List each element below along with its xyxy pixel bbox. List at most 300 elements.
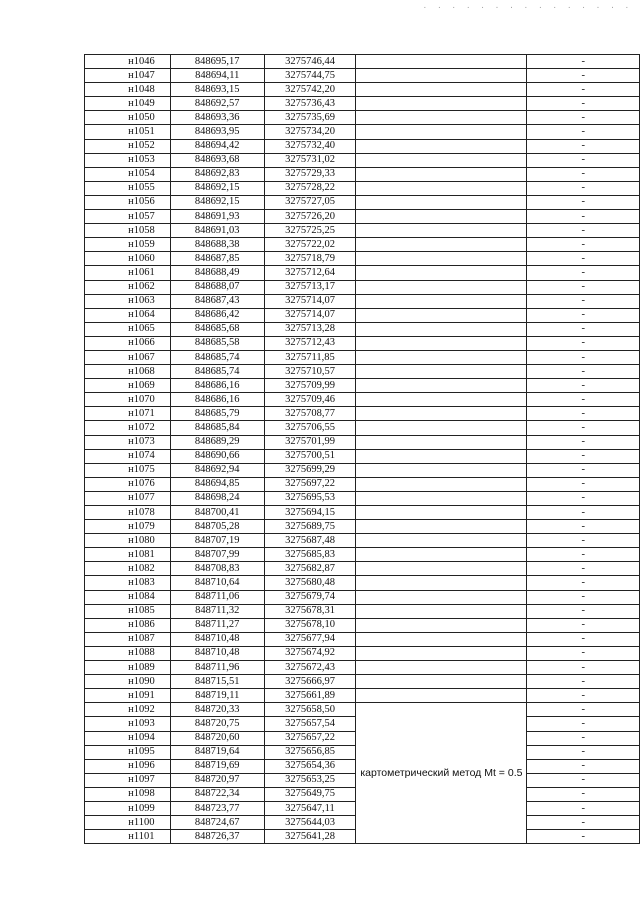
x-coordinate-cell: 848690,66 <box>170 449 264 463</box>
x-coordinate-cell: 848720,75 <box>170 717 264 731</box>
table-row <box>85 153 640 167</box>
scan-marks: · · · · · · · · · · · · · · · <box>422 4 632 12</box>
point-id-cell: н1076 <box>85 477 171 491</box>
y-coordinate-cell: 3275700,51 <box>264 449 356 463</box>
method-cell-empty <box>356 421 527 435</box>
point-id-cell: н1099 <box>85 801 171 815</box>
accuracy-cell: - <box>527 435 640 449</box>
accuracy-cell: - <box>527 830 640 844</box>
accuracy-cell: - <box>527 449 640 463</box>
x-coordinate-cell: 848691,93 <box>170 210 264 224</box>
accuracy-cell: - <box>527 83 640 97</box>
point-id-cell: н1048 <box>85 83 171 97</box>
x-coordinate-cell: 848692,57 <box>170 97 264 111</box>
method-cell-empty <box>356 153 527 167</box>
y-coordinate-cell: 3275710,57 <box>264 365 356 379</box>
accuracy-cell: - <box>527 632 640 646</box>
y-coordinate-cell: 3275728,22 <box>264 181 356 195</box>
method-cell-empty <box>356 463 527 477</box>
table-row <box>85 393 640 407</box>
point-id-cell: н1053 <box>85 153 171 167</box>
accuracy-cell: - <box>527 801 640 815</box>
point-id-cell: н1050 <box>85 111 171 125</box>
point-id-cell: н1087 <box>85 632 171 646</box>
accuracy-cell: - <box>527 181 640 195</box>
point-id-cell: н1049 <box>85 97 171 111</box>
x-coordinate-cell: 848689,29 <box>170 435 264 449</box>
point-id-cell: н1057 <box>85 210 171 224</box>
table-row <box>85 69 640 83</box>
method-cell-empty <box>356 562 527 576</box>
accuracy-cell: - <box>527 97 640 111</box>
method-cell-empty <box>356 55 527 69</box>
x-coordinate-cell: 848720,97 <box>170 773 264 787</box>
point-id-cell: н1064 <box>85 308 171 322</box>
accuracy-cell: - <box>527 421 640 435</box>
point-id-cell: н1100 <box>85 816 171 830</box>
method-cell-empty <box>356 491 527 505</box>
table-row <box>85 562 640 576</box>
accuracy-cell: - <box>527 618 640 632</box>
table-row <box>85 477 640 491</box>
point-id-cell: н1047 <box>85 69 171 83</box>
point-id-cell: н1054 <box>85 167 171 181</box>
accuracy-cell: - <box>527 379 640 393</box>
table-row <box>85 520 640 534</box>
x-coordinate-cell: 848719,64 <box>170 745 264 759</box>
point-id-cell: н1061 <box>85 266 171 280</box>
method-cell-empty <box>356 534 527 548</box>
table-row <box>85 238 640 252</box>
coordinates-table <box>84 54 640 844</box>
x-coordinate-cell: 848693,68 <box>170 153 264 167</box>
table-row <box>85 675 640 689</box>
x-coordinate-cell: 848685,68 <box>170 322 264 336</box>
accuracy-cell: - <box>527 322 640 336</box>
x-coordinate-cell: 848685,74 <box>170 350 264 364</box>
x-coordinate-cell: 848720,60 <box>170 731 264 745</box>
table-row <box>85 280 640 294</box>
accuracy-cell: - <box>527 562 640 576</box>
table-row <box>85 336 640 350</box>
method-cell-empty <box>356 576 527 590</box>
accuracy-cell: - <box>527 336 640 350</box>
method-cell-empty <box>356 449 527 463</box>
method-cell-empty <box>356 125 527 139</box>
accuracy-cell: - <box>527 477 640 491</box>
accuracy-cell: - <box>527 703 640 717</box>
accuracy-cell: - <box>527 773 640 787</box>
table-row <box>85 463 640 477</box>
point-id-cell: н1063 <box>85 294 171 308</box>
x-coordinate-cell: 848694,42 <box>170 139 264 153</box>
y-coordinate-cell: 3275701,99 <box>264 435 356 449</box>
method-cell-empty <box>356 195 527 209</box>
y-coordinate-cell: 3275649,75 <box>264 787 356 801</box>
accuracy-cell: - <box>527 153 640 167</box>
y-coordinate-cell: 3275653,25 <box>264 773 356 787</box>
point-id-cell: н1084 <box>85 590 171 604</box>
x-coordinate-cell: 848711,06 <box>170 590 264 604</box>
x-coordinate-cell: 848724,67 <box>170 816 264 830</box>
y-coordinate-cell: 3275746,44 <box>264 55 356 69</box>
table-row <box>85 632 640 646</box>
table-row <box>85 167 640 181</box>
method-cell-empty <box>356 210 527 224</box>
y-coordinate-cell: 3275647,11 <box>264 801 356 815</box>
coordinates-table-body <box>85 55 640 844</box>
method-cell-empty <box>356 506 527 520</box>
method-cell-empty <box>356 224 527 238</box>
method-cell-empty <box>356 632 527 646</box>
y-coordinate-cell: 3275734,20 <box>264 125 356 139</box>
y-coordinate-cell: 3275677,94 <box>264 632 356 646</box>
y-coordinate-cell: 3275656,85 <box>264 745 356 759</box>
method-cell: картометрический метод Mt = 0.5 <box>356 703 527 844</box>
x-coordinate-cell: 848688,07 <box>170 280 264 294</box>
point-id-cell: н1094 <box>85 731 171 745</box>
x-coordinate-cell: 848710,48 <box>170 646 264 660</box>
y-coordinate-cell: 3275709,46 <box>264 393 356 407</box>
y-coordinate-cell: 3275680,48 <box>264 576 356 590</box>
point-id-cell: н1081 <box>85 548 171 562</box>
x-coordinate-cell: 848693,36 <box>170 111 264 125</box>
method-cell-empty <box>356 322 527 336</box>
accuracy-cell: - <box>527 590 640 604</box>
x-coordinate-cell: 848693,95 <box>170 125 264 139</box>
y-coordinate-cell: 3275682,87 <box>264 562 356 576</box>
y-coordinate-cell: 3275641,28 <box>264 830 356 844</box>
x-coordinate-cell: 848700,41 <box>170 506 264 520</box>
point-id-cell: н1075 <box>85 463 171 477</box>
x-coordinate-cell: 848685,74 <box>170 365 264 379</box>
y-coordinate-cell: 3275658,50 <box>264 703 356 717</box>
method-cell-empty <box>356 139 527 153</box>
method-cell-empty <box>356 407 527 421</box>
x-coordinate-cell: 848692,83 <box>170 167 264 181</box>
table-row <box>85 55 640 69</box>
y-coordinate-cell: 3275697,22 <box>264 477 356 491</box>
accuracy-cell: - <box>527 548 640 562</box>
table-row <box>85 618 640 632</box>
table-row <box>85 125 640 139</box>
table-row <box>85 407 640 421</box>
y-coordinate-cell: 3275644,03 <box>264 816 356 830</box>
table-row <box>85 195 640 209</box>
point-id-cell: н1083 <box>85 576 171 590</box>
x-coordinate-cell: 848693,15 <box>170 83 264 97</box>
accuracy-cell: - <box>527 646 640 660</box>
y-coordinate-cell: 3275712,64 <box>264 266 356 280</box>
x-coordinate-cell: 848710,48 <box>170 632 264 646</box>
point-id-cell: н1046 <box>85 55 171 69</box>
x-coordinate-cell: 848685,84 <box>170 421 264 435</box>
method-cell-empty <box>356 167 527 181</box>
x-coordinate-cell: 848691,03 <box>170 224 264 238</box>
y-coordinate-cell: 3275736,43 <box>264 97 356 111</box>
table-row <box>85 646 640 660</box>
x-coordinate-cell: 848685,58 <box>170 336 264 350</box>
method-cell-empty <box>356 393 527 407</box>
point-id-cell: н1072 <box>85 421 171 435</box>
accuracy-cell: - <box>527 661 640 675</box>
table-row <box>85 252 640 266</box>
accuracy-cell: - <box>527 69 640 83</box>
accuracy-cell: - <box>527 717 640 731</box>
x-coordinate-cell: 848715,51 <box>170 675 264 689</box>
point-id-cell: н1095 <box>85 745 171 759</box>
table-row <box>85 266 640 280</box>
x-coordinate-cell: 848719,69 <box>170 759 264 773</box>
point-id-cell: н1066 <box>85 336 171 350</box>
accuracy-cell: - <box>527 308 640 322</box>
accuracy-cell: - <box>527 731 640 745</box>
method-cell-empty <box>356 252 527 266</box>
point-id-cell: н1093 <box>85 717 171 731</box>
table-row <box>85 661 640 675</box>
method-cell-empty <box>356 661 527 675</box>
table-row <box>85 322 640 336</box>
y-coordinate-cell: 3275712,43 <box>264 336 356 350</box>
y-coordinate-cell: 3275666,97 <box>264 675 356 689</box>
method-cell-empty <box>356 548 527 562</box>
y-coordinate-cell: 3275725,25 <box>264 224 356 238</box>
y-coordinate-cell: 3275711,85 <box>264 350 356 364</box>
accuracy-cell: - <box>527 506 640 520</box>
table-row <box>85 576 640 590</box>
point-id-cell: н1059 <box>85 238 171 252</box>
x-coordinate-cell: 848711,32 <box>170 604 264 618</box>
x-coordinate-cell: 848687,43 <box>170 294 264 308</box>
x-coordinate-cell: 848686,16 <box>170 393 264 407</box>
accuracy-cell: - <box>527 759 640 773</box>
point-id-cell: н1055 <box>85 181 171 195</box>
method-cell-empty <box>356 111 527 125</box>
accuracy-cell: - <box>527 280 640 294</box>
x-coordinate-cell: 848698,24 <box>170 491 264 505</box>
y-coordinate-cell: 3275685,83 <box>264 548 356 562</box>
y-coordinate-cell: 3275713,28 <box>264 322 356 336</box>
table-row <box>85 294 640 308</box>
table-row <box>85 97 640 111</box>
accuracy-cell: - <box>527 139 640 153</box>
point-id-cell: н1062 <box>85 280 171 294</box>
method-cell-empty <box>356 675 527 689</box>
accuracy-cell: - <box>527 816 640 830</box>
point-id-cell: н1058 <box>85 224 171 238</box>
x-coordinate-cell: 848686,16 <box>170 379 264 393</box>
y-coordinate-cell: 3275732,40 <box>264 139 356 153</box>
method-cell-empty <box>356 336 527 350</box>
point-id-cell: н1070 <box>85 393 171 407</box>
y-coordinate-cell: 3275687,48 <box>264 534 356 548</box>
accuracy-cell: - <box>527 224 640 238</box>
table-row <box>85 435 640 449</box>
table-row <box>85 604 640 618</box>
table-row <box>85 224 640 238</box>
x-coordinate-cell: 848726,37 <box>170 830 264 844</box>
accuracy-cell: - <box>527 238 640 252</box>
y-coordinate-cell: 3275689,75 <box>264 520 356 534</box>
method-cell-empty <box>356 266 527 280</box>
table-row <box>85 449 640 463</box>
y-coordinate-cell: 3275713,17 <box>264 280 356 294</box>
y-coordinate-cell: 3275714,07 <box>264 294 356 308</box>
y-coordinate-cell: 3275678,10 <box>264 618 356 632</box>
table-row <box>85 689 640 703</box>
accuracy-cell: - <box>527 55 640 69</box>
x-coordinate-cell: 848711,27 <box>170 618 264 632</box>
point-id-cell: н1092 <box>85 703 171 717</box>
table-row <box>85 181 640 195</box>
point-id-cell: н1086 <box>85 618 171 632</box>
accuracy-cell: - <box>527 350 640 364</box>
table-row <box>85 534 640 548</box>
point-id-cell: н1078 <box>85 506 171 520</box>
accuracy-cell: - <box>527 210 640 224</box>
y-coordinate-cell: 3275708,77 <box>264 407 356 421</box>
method-cell-empty <box>356 97 527 111</box>
table-row <box>85 703 640 717</box>
point-id-cell: н1073 <box>85 435 171 449</box>
y-coordinate-cell: 3275699,29 <box>264 463 356 477</box>
table-row <box>85 308 640 322</box>
x-coordinate-cell: 848723,77 <box>170 801 264 815</box>
accuracy-cell: - <box>527 111 640 125</box>
y-coordinate-cell: 3275679,74 <box>264 590 356 604</box>
accuracy-cell: - <box>527 294 640 308</box>
accuracy-cell: - <box>527 167 640 181</box>
table-row <box>85 210 640 224</box>
method-cell-empty <box>356 379 527 393</box>
method-cell-empty <box>356 646 527 660</box>
x-coordinate-cell: 848686,42 <box>170 308 264 322</box>
x-coordinate-cell: 848695,17 <box>170 55 264 69</box>
y-coordinate-cell: 3275678,31 <box>264 604 356 618</box>
accuracy-cell: - <box>527 675 640 689</box>
point-id-cell: н1085 <box>85 604 171 618</box>
point-id-cell: н1090 <box>85 675 171 689</box>
method-cell-empty <box>356 365 527 379</box>
y-coordinate-cell: 3275718,79 <box>264 252 356 266</box>
y-coordinate-cell: 3275672,43 <box>264 661 356 675</box>
table-row <box>85 421 640 435</box>
x-coordinate-cell: 848705,28 <box>170 520 264 534</box>
x-coordinate-cell: 848688,38 <box>170 238 264 252</box>
point-id-cell: н1088 <box>85 646 171 660</box>
method-cell-empty <box>356 280 527 294</box>
point-id-cell: н1079 <box>85 520 171 534</box>
point-id-cell: н1056 <box>85 195 171 209</box>
table-row <box>85 83 640 97</box>
x-coordinate-cell: 848687,85 <box>170 252 264 266</box>
table-row <box>85 365 640 379</box>
accuracy-cell: - <box>527 534 640 548</box>
y-coordinate-cell: 3275661,89 <box>264 689 356 703</box>
method-cell-empty <box>356 350 527 364</box>
y-coordinate-cell: 3275744,75 <box>264 69 356 83</box>
x-coordinate-cell: 848722,34 <box>170 787 264 801</box>
method-cell-empty <box>356 477 527 491</box>
point-id-cell: н1101 <box>85 830 171 844</box>
accuracy-cell: - <box>527 604 640 618</box>
point-id-cell: н1069 <box>85 379 171 393</box>
point-id-cell: н1071 <box>85 407 171 421</box>
x-coordinate-cell: 848694,11 <box>170 69 264 83</box>
point-id-cell: н1074 <box>85 449 171 463</box>
accuracy-cell: - <box>527 195 640 209</box>
method-cell-empty <box>356 181 527 195</box>
method-cell-empty <box>356 618 527 632</box>
accuracy-cell: - <box>527 463 640 477</box>
x-coordinate-cell: 848720,33 <box>170 703 264 717</box>
point-id-cell: н1068 <box>85 365 171 379</box>
y-coordinate-cell: 3275742,20 <box>264 83 356 97</box>
table-row <box>85 350 640 364</box>
point-id-cell: н1052 <box>85 139 171 153</box>
method-cell-empty <box>356 590 527 604</box>
table-row <box>85 548 640 562</box>
y-coordinate-cell: 3275657,54 <box>264 717 356 731</box>
point-id-cell: н1089 <box>85 661 171 675</box>
accuracy-cell: - <box>527 365 640 379</box>
point-id-cell: н1098 <box>85 787 171 801</box>
accuracy-cell: - <box>527 576 640 590</box>
x-coordinate-cell: 848692,15 <box>170 181 264 195</box>
point-id-cell: н1091 <box>85 689 171 703</box>
table-row <box>85 491 640 505</box>
y-coordinate-cell: 3275729,33 <box>264 167 356 181</box>
method-cell-empty <box>356 238 527 252</box>
x-coordinate-cell: 848692,15 <box>170 195 264 209</box>
x-coordinate-cell: 848685,79 <box>170 407 264 421</box>
point-id-cell: н1080 <box>85 534 171 548</box>
method-cell-empty <box>356 83 527 97</box>
table-row <box>85 111 640 125</box>
table-row <box>85 379 640 393</box>
point-id-cell: н1060 <box>85 252 171 266</box>
accuracy-cell: - <box>527 252 640 266</box>
point-id-cell: н1051 <box>85 125 171 139</box>
x-coordinate-cell: 848688,49 <box>170 266 264 280</box>
table-row <box>85 590 640 604</box>
y-coordinate-cell: 3275709,99 <box>264 379 356 393</box>
x-coordinate-cell: 848710,64 <box>170 576 264 590</box>
x-coordinate-cell: 848719,11 <box>170 689 264 703</box>
x-coordinate-cell: 848707,99 <box>170 548 264 562</box>
method-cell-empty <box>356 294 527 308</box>
method-cell-empty <box>356 520 527 534</box>
y-coordinate-cell: 3275674,92 <box>264 646 356 660</box>
point-id-cell: н1082 <box>85 562 171 576</box>
table-row <box>85 139 640 153</box>
y-coordinate-cell: 3275657,22 <box>264 731 356 745</box>
accuracy-cell: - <box>527 787 640 801</box>
point-id-cell: н1065 <box>85 322 171 336</box>
accuracy-cell: - <box>527 266 640 280</box>
table-row <box>85 506 640 520</box>
x-coordinate-cell: 848692,94 <box>170 463 264 477</box>
x-coordinate-cell: 848711,96 <box>170 661 264 675</box>
accuracy-cell: - <box>527 125 640 139</box>
method-cell-empty <box>356 604 527 618</box>
y-coordinate-cell: 3275726,20 <box>264 210 356 224</box>
accuracy-cell: - <box>527 491 640 505</box>
y-coordinate-cell: 3275735,69 <box>264 111 356 125</box>
point-id-cell: н1096 <box>85 759 171 773</box>
x-coordinate-cell: 848694,85 <box>170 477 264 491</box>
point-id-cell: н1077 <box>85 491 171 505</box>
